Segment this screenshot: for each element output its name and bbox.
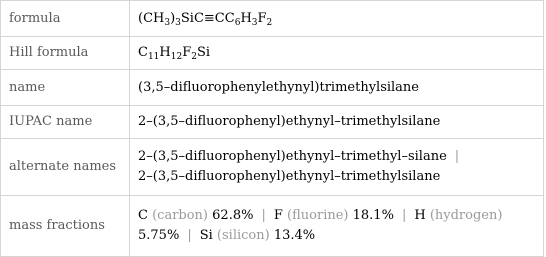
formula-subscript: 2 — [266, 17, 273, 28]
element-name: (fluorine) — [287, 208, 349, 223]
alternate-name-1: 2–(3,5–difluorophenyl)ethynyl–trimethyl–silane — [138, 149, 447, 164]
formula-value — [130, 1, 544, 37]
formula-text: ) — [170, 10, 176, 26]
element-name: (hydrogen) — [429, 208, 503, 223]
formula-subscript: 6 — [234, 17, 241, 28]
element-symbol: C — [138, 208, 148, 223]
mass-fraction: 18.1% — [352, 208, 394, 223]
formula-subscript: 2 — [191, 52, 197, 62]
row-label: Hill formula — [1, 37, 130, 70]
separator: | — [454, 149, 460, 164]
row-label: IUPAC name — [1, 106, 130, 139]
alternate-names-value — [130, 139, 544, 196]
mass-fractions-value — [130, 196, 544, 257]
table-row-mass-fractions — [1, 196, 544, 257]
formula-text: SiC≡CC — [180, 10, 235, 26]
iupac-name-value: 2–(3,5–difluorophenyl)ethynyl–trimethylsilane — [130, 106, 544, 139]
formula-text: F — [182, 45, 192, 60]
alternate-name-line-2: 2–(3,5–difluorophenyl)ethynyl–trimethylsilane — [138, 169, 441, 184]
mass-fractions-line-1 — [138, 206, 535, 226]
separator: | — [261, 208, 266, 223]
mass-fractions-line-2 — [138, 226, 535, 246]
formula-subscript: 11 — [147, 52, 160, 62]
element-symbol: H — [414, 208, 426, 223]
formula-text: (CH — [138, 10, 165, 26]
element-symbol: Si — [199, 228, 213, 243]
formula-text: F — [257, 10, 267, 26]
mass-fraction: 62.8% — [212, 208, 254, 223]
table-row-alternate-names — [1, 139, 544, 196]
alternate-name-line-1 — [138, 147, 535, 167]
mass-fraction: 5.75% — [138, 228, 180, 243]
formula-text: H — [159, 45, 171, 60]
separator: | — [187, 228, 192, 243]
name-value: (3,5–difluorophenylethynyl)trimethylsilane — [130, 70, 544, 106]
table-row-hill-formula — [1, 37, 544, 70]
table-row-iupac-name — [1, 106, 544, 139]
separator: | — [401, 208, 407, 223]
hill-formula-value — [130, 37, 544, 70]
formula-subscript: 12 — [170, 52, 183, 62]
formula-subscript: 3 — [164, 17, 171, 28]
element-symbol: F — [273, 208, 283, 223]
formula-text: Si — [196, 45, 211, 60]
formula-subscript: 3 — [251, 17, 258, 28]
row-label: formula — [1, 1, 130, 37]
row-label: mass fractions — [1, 196, 130, 257]
formula-subscript: 3 — [175, 17, 181, 28]
element-name: (silicon) — [216, 228, 270, 243]
row-label: name — [1, 70, 130, 106]
mass-fraction: 13.4% — [273, 228, 316, 243]
formula-text: C — [138, 45, 148, 60]
table-row-name — [1, 70, 544, 106]
element-name: (carbon) — [152, 208, 209, 223]
formula-text: H — [240, 10, 252, 26]
row-label: alternate names — [1, 139, 130, 196]
table-row-formula — [1, 1, 544, 37]
